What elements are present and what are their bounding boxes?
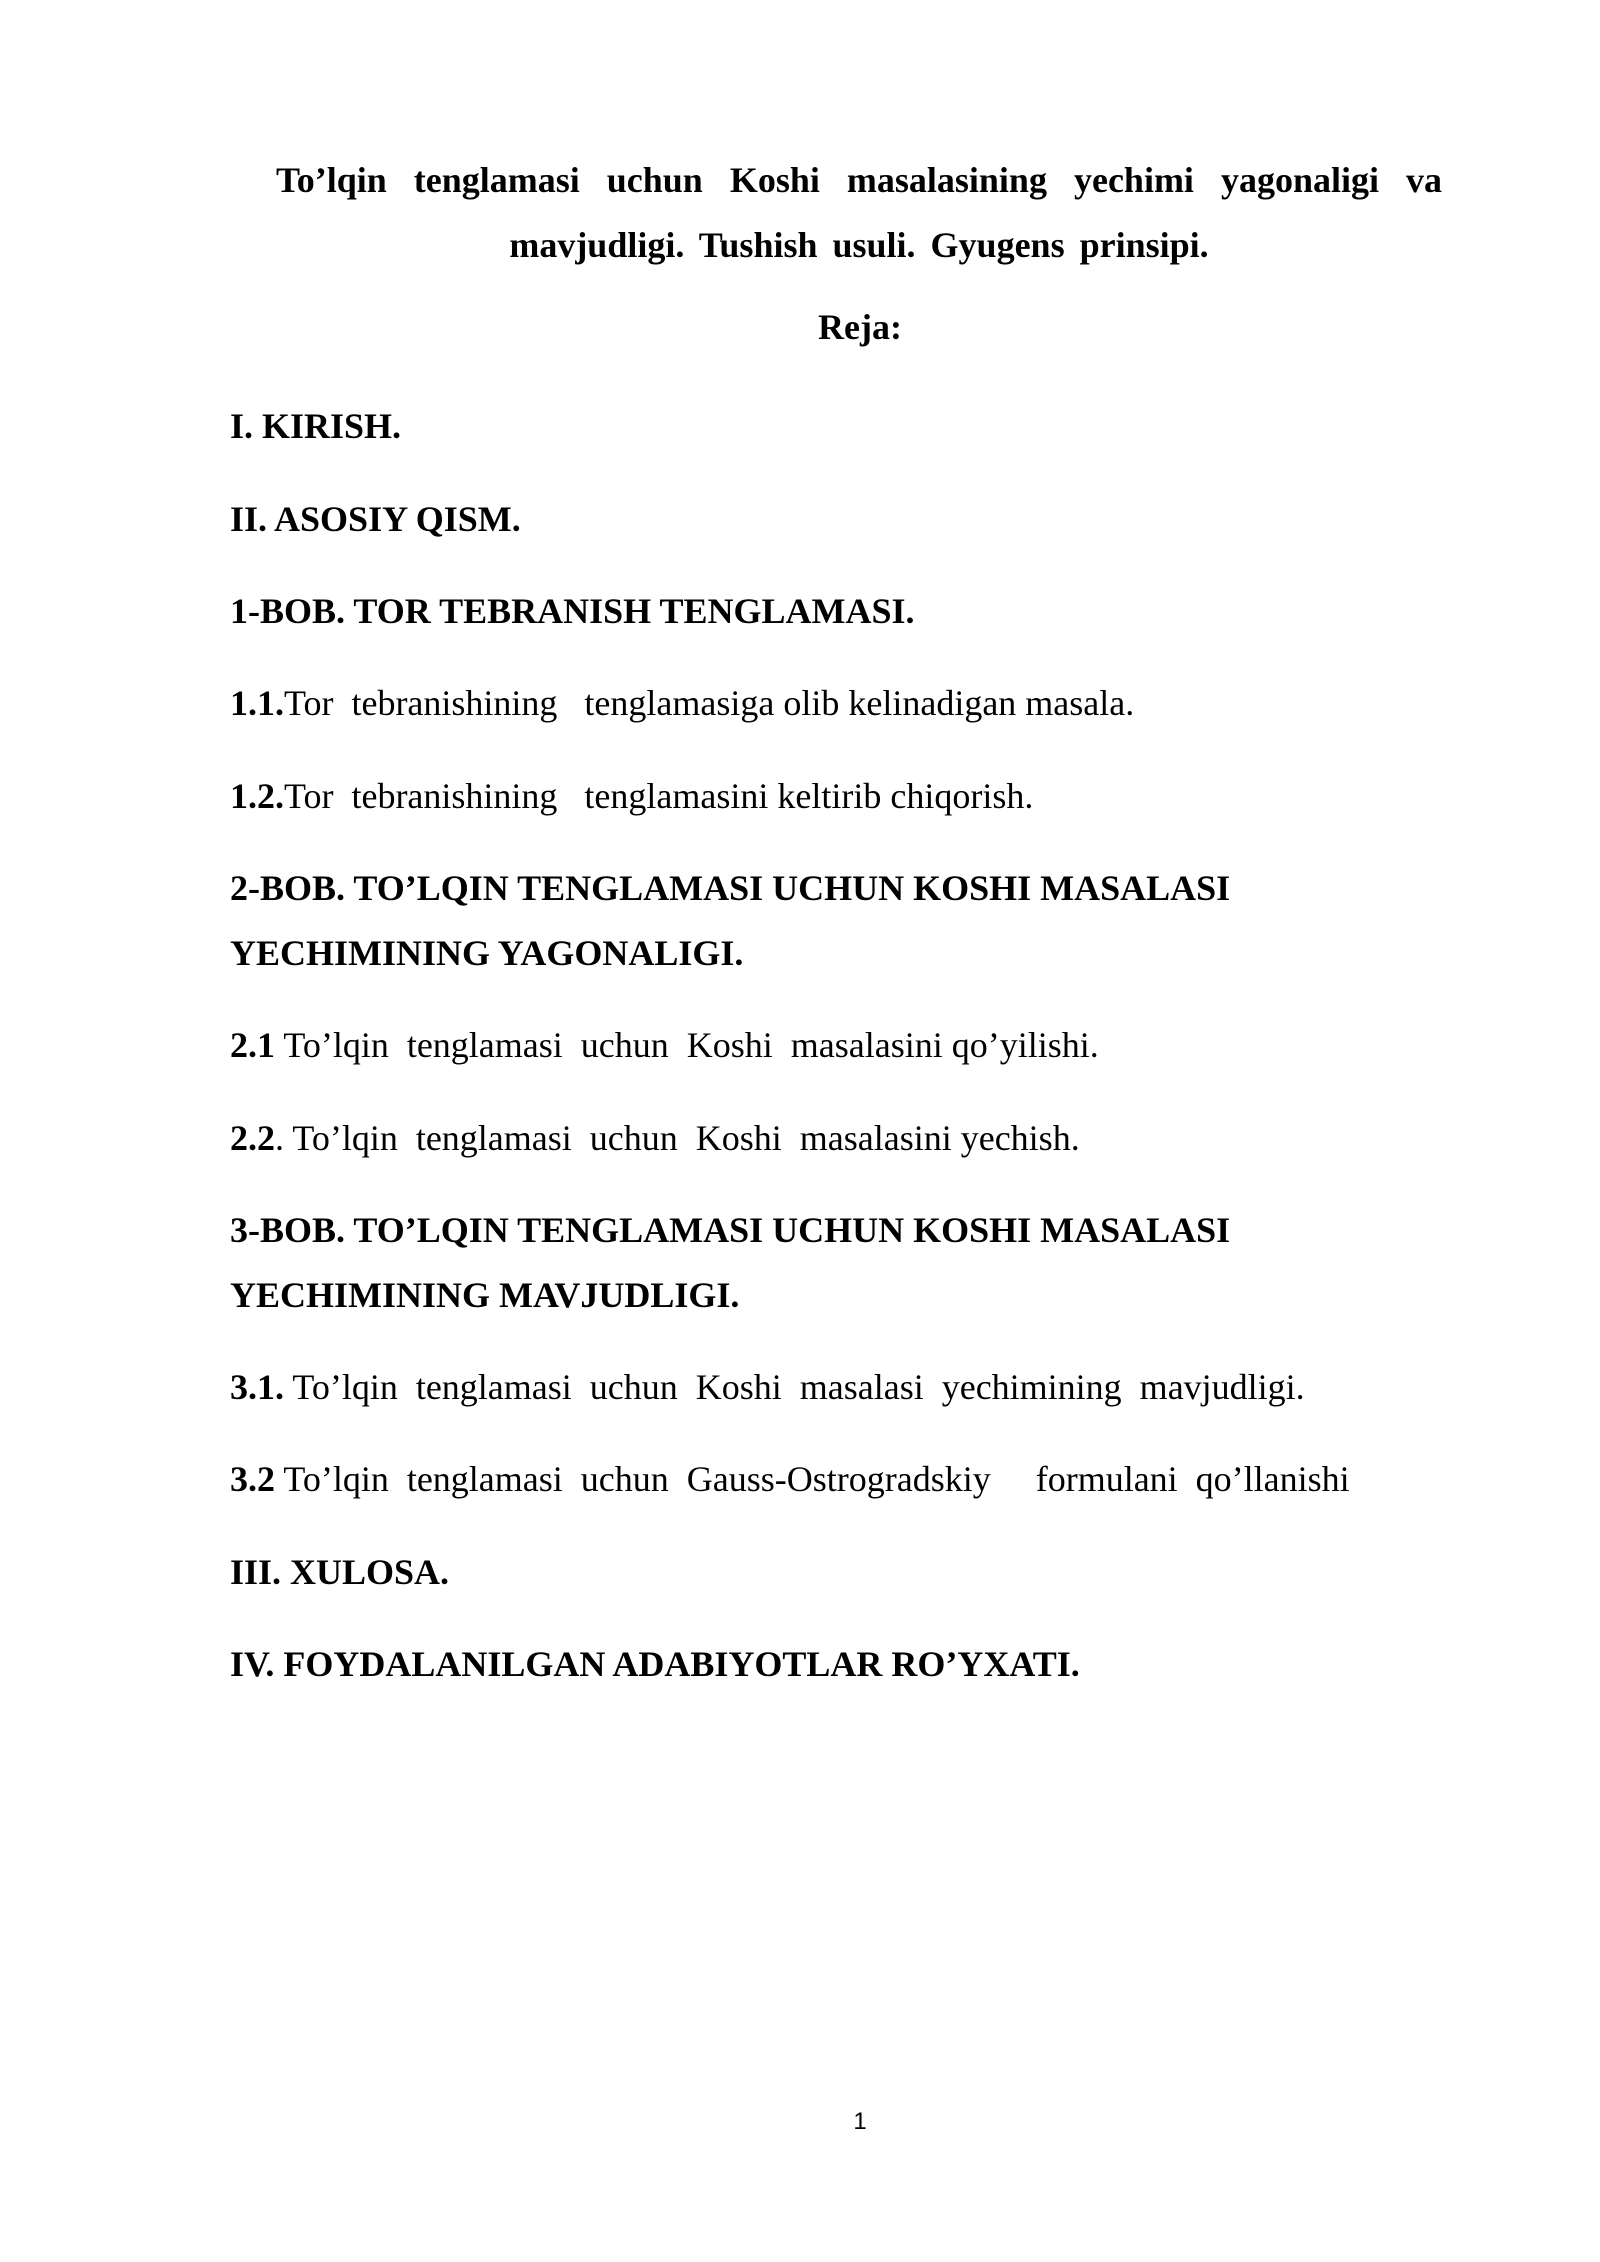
- toc-chapter-3-line-2: YECHIMINING MAVJUDLIGI.: [230, 1275, 740, 1315]
- toc-section-1-2: [230, 764, 1033, 829]
- document-title: To’lqin tenglamasi uchun Koshi masalasining yechimi yagonaligi va mavjudligi. Tushish usuli. Gyugens prinsipi.: [276, 160, 1442, 265]
- toc-intro: I. KIRISH.: [230, 406, 402, 446]
- section-number: 3.1.: [230, 1367, 284, 1407]
- toc-chapter-1: 1-BOB. TOR TEBRANISH TENGLAMASI.: [230, 591, 915, 631]
- toc-section-3-2: [230, 1447, 1350, 1512]
- section-text: . To’lqin tenglamasi uchun Koshi masalasini yechish.: [275, 1118, 1080, 1158]
- section-text: To’lqin tenglamasi uchun Koshi masalasi yechimining mavjudligi.: [284, 1367, 1305, 1407]
- section-text: Tor tebranishining tenglamasiga olib kelinadigan masala.: [284, 683, 1135, 723]
- toc-chapter-3-line-1: 3-BOB. TO’LQIN TENGLAMASI UCHUN KOSHI MASALASI: [230, 1210, 1231, 1250]
- toc-section-3-1: [230, 1355, 1305, 1420]
- page-number: 1: [853, 2108, 867, 2135]
- toc-main-part: II. ASOSIY QISM.: [230, 499, 521, 539]
- toc-section-2-1: [230, 1013, 1099, 1078]
- section-text: Tor tebranishining tenglamasini keltirib chiqorish.: [284, 776, 1034, 816]
- toc-chapter-2-line-1: 2-BOB. TO’LQIN TENGLAMASI UCHUN KOSHI MASALASI: [230, 868, 1231, 908]
- toc-section-1-1: [230, 671, 1134, 736]
- plan-heading: Reja:: [818, 307, 902, 347]
- section-text: To’lqin tenglamasi uchun Gauss-Ostrogradskiy formulani qo’llanishi: [275, 1459, 1350, 1499]
- section-text: To’lqin tenglamasi uchun Koshi masalasini qo’yilishi.: [275, 1025, 1099, 1065]
- section-number: 1.1.: [230, 683, 284, 723]
- toc-chapter-2-line-2: YECHIMINING YAGONALIGI.: [230, 933, 744, 973]
- section-number: 2.2: [230, 1118, 275, 1158]
- toc-references: IV. FOYDALANILGAN ADABIYOTLAR RO’YXATI.: [230, 1644, 1080, 1684]
- section-number: 2.1: [230, 1025, 275, 1065]
- toc-conclusion: III. XULOSA.: [230, 1552, 450, 1592]
- section-number: 1.2.: [230, 776, 284, 816]
- section-number: 3.2: [230, 1459, 275, 1499]
- toc-section-2-2: [230, 1106, 1080, 1171]
